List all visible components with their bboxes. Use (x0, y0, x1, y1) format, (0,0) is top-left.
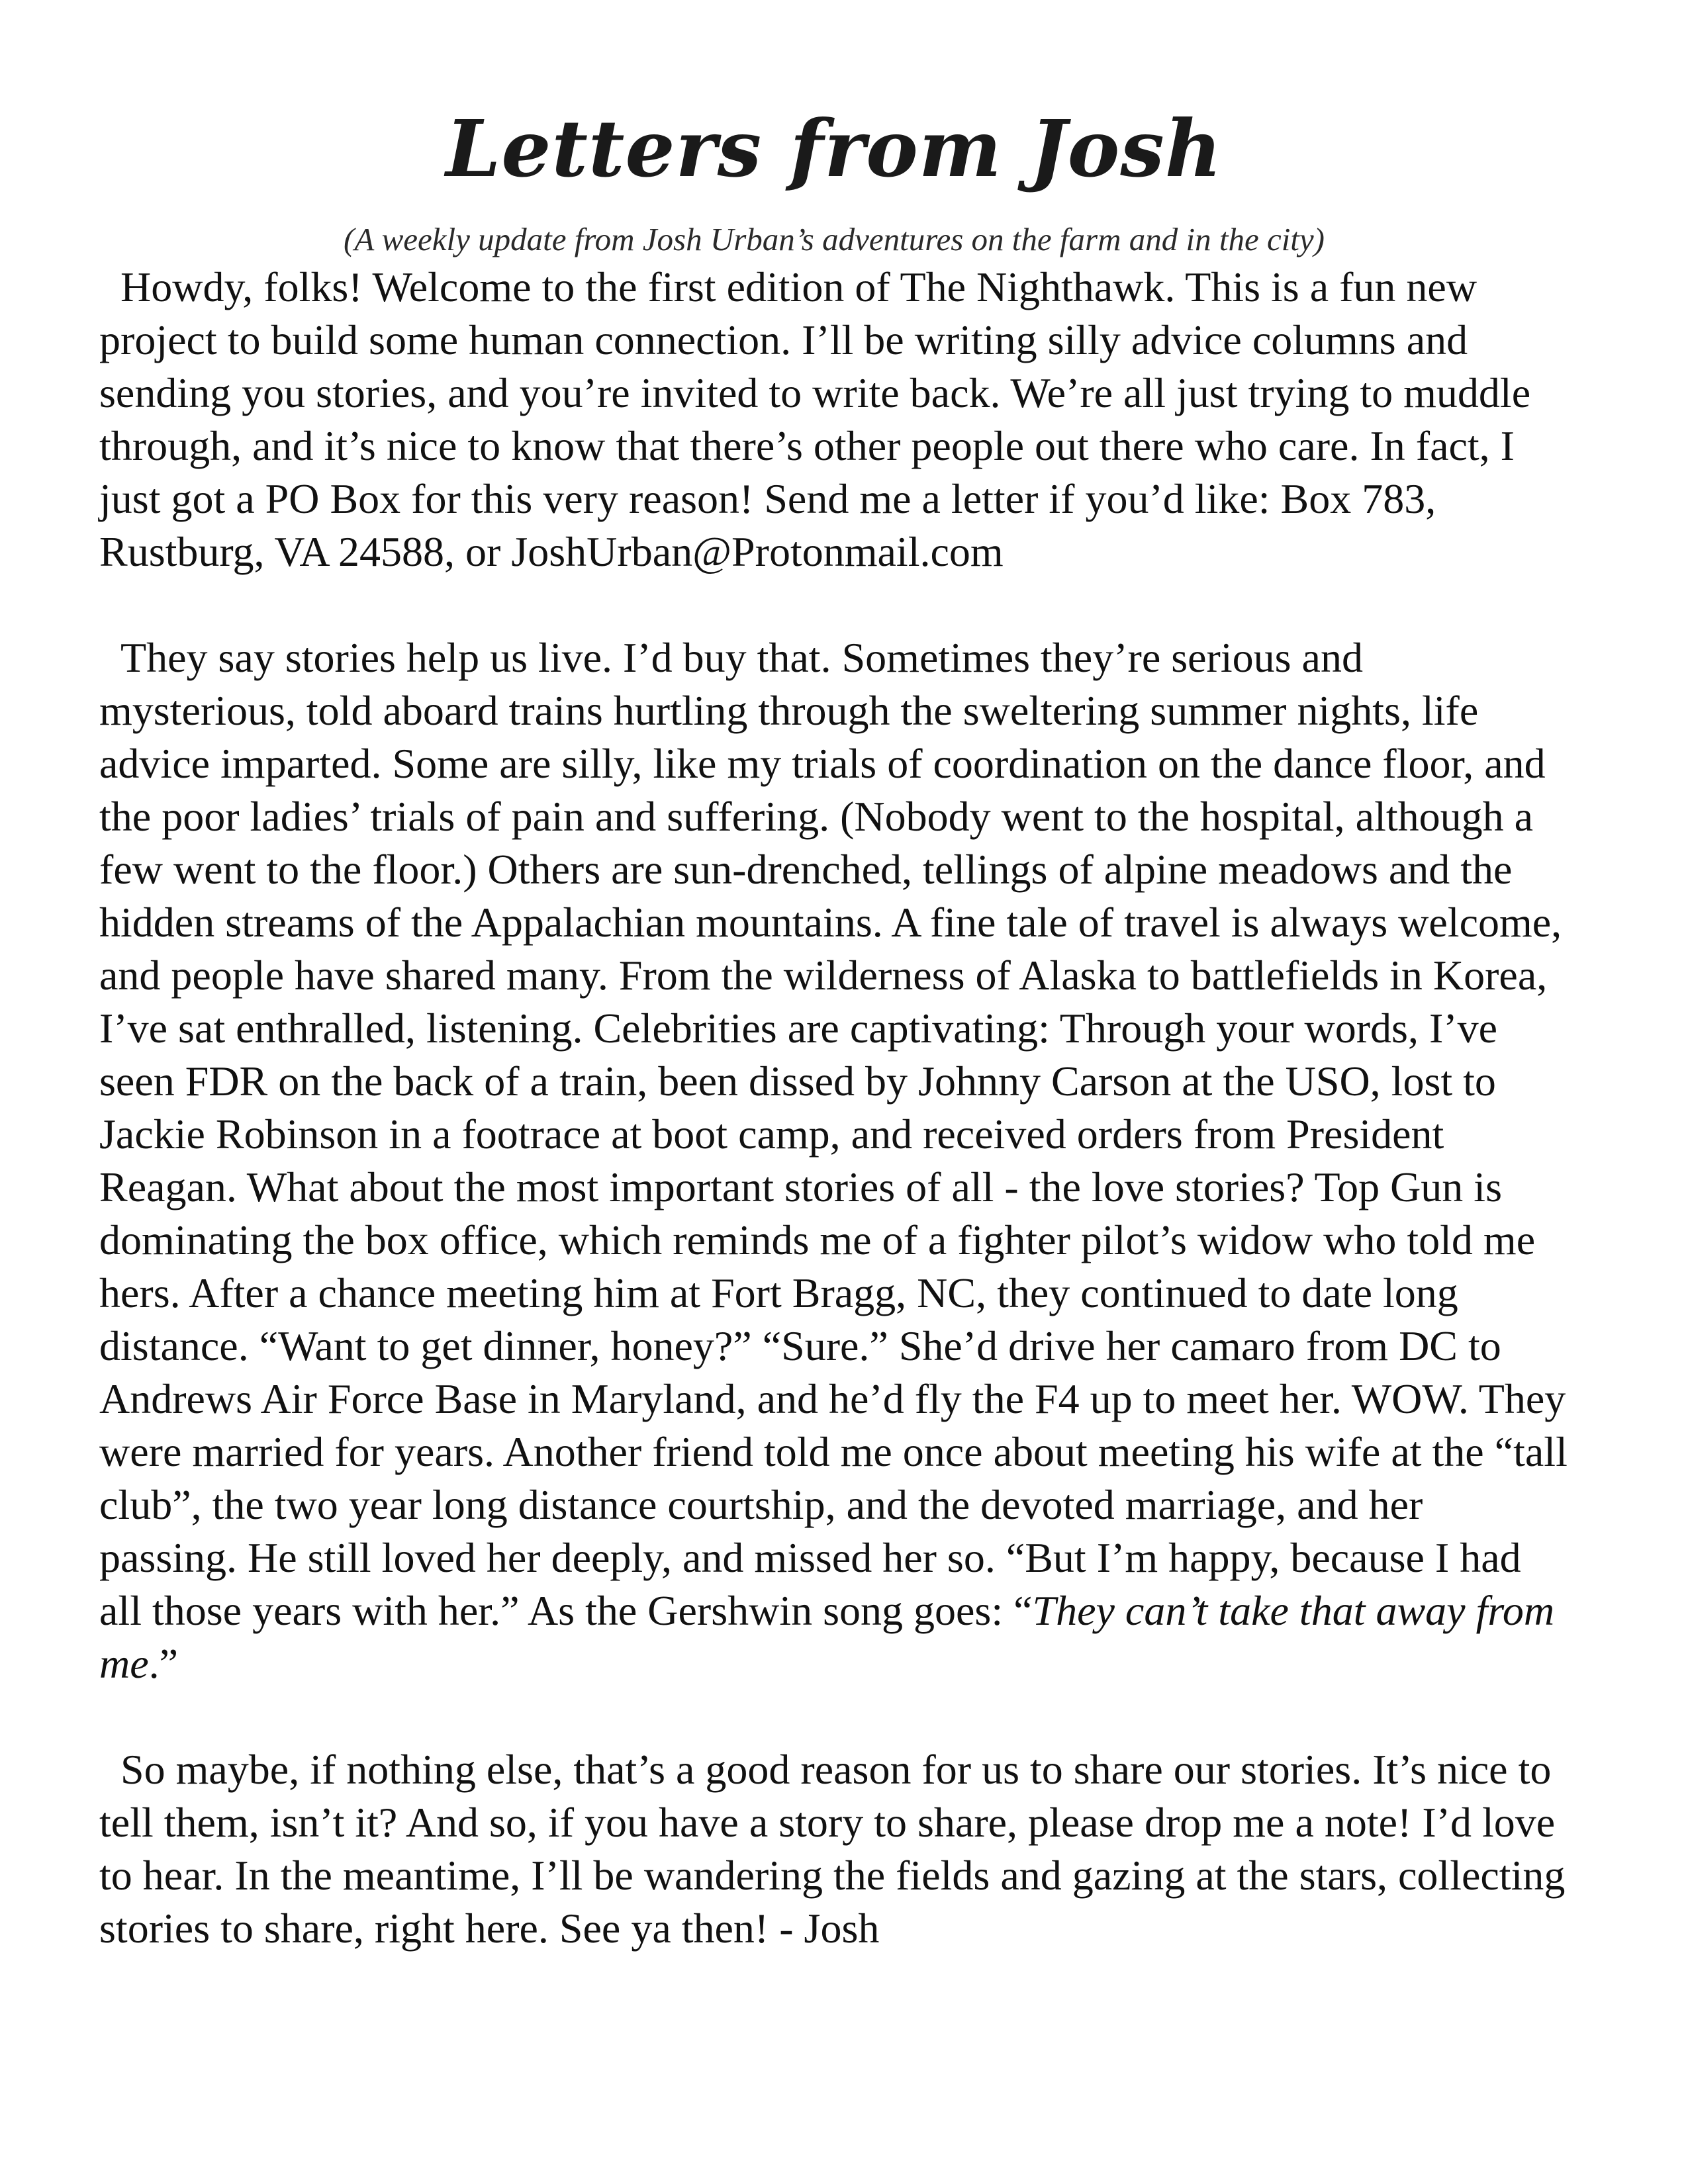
paragraph-spacer (99, 578, 1569, 631)
paragraph-stories (99, 631, 1569, 1690)
song-quote: They can’t take that away from me (99, 1587, 1555, 1687)
paragraph-intro: Howdy, folks! Welcome to the first edition of The Nighthawk. This is a fun new project to build some human connection. I’ll be writing silly advice columns and sending you stories, and you’re invited to write back. We’re all just trying to muddle through, and it’s nice to know that there’s other people out there who care. In fact, I just got a PO Box for this very reason! Send me a letter if you’d like: Box 783, Rustburg, VA 24588, or JoshUrban@Protonmail.com (99, 263, 1531, 575)
paragraph-stories-end: .” (148, 1640, 179, 1687)
paragraph-spacer (99, 1690, 1569, 1743)
paragraph-stories-text: They say stories help us live. I’d buy that. Sometimes they’re serious and mysterious, told aboard trains hurtling through the sweltering summer nights, life advice imparted. Some are silly, like my trials of coordination on the dance floor, and the poor ladies’ trials of pain and suffering. (Nobody went to the hospital, although a few went to the floor.) Others are sun-drenched, tellings of alpine meadows and the hidden streams of the Appalachian mountains. A fine tale of travel is always welcome, and people have shared many. From the wilderness of Alaska to battlefields in Korea, I’ve sat enthralled, listening. Celebrities are captivating: Through your words, I’ve seen FDR on the back of a train, been dissed by Johnny Carson at the USO, lost to Jackie Robinson in a footrace at boot camp, and received orders from President Reagan. What about the most important stories of all - the love stories? Top Gun is dominating the box office, which reminds me of a fighter pilot’s widow who told me hers. After a chance meeting him at Fort Bragg, NC, they continued to date long distance. “Want to get dinner, honey?” “Sure.” She’d drive her camaro from DC to Andrews Air Force Base in Maryland, and he’d fly the F4 up to meet her. WOW. They were married for years. Another friend told me once about meeting his wife at the “tall club”, the two year long distance courtship, and the devoted marriage, and her passing. He still loved her deeply, and missed her so. “But I’m happy, because I had all those years with her.” As the Gershwin song goes: “ (99, 634, 1568, 1634)
letter-page (99, 99, 1569, 1955)
page-title: Letters from Josh (445, 103, 1223, 195)
page-subtitle: (A weekly update from Josh Urban’s adventures on the farm and in the city) (344, 221, 1325, 257)
paragraph-closing: So maybe, if nothing else, that’s a good reason for us to share our stories. It’s nice to tell them, isn’t it? And so, if you have a story to share, please drop me a note! I’d love to hear. In the meantime, I’ll be wandering the fields and gazing at the stars, collecting stories to share, right here. See ya then! - Josh (99, 1746, 1566, 1952)
